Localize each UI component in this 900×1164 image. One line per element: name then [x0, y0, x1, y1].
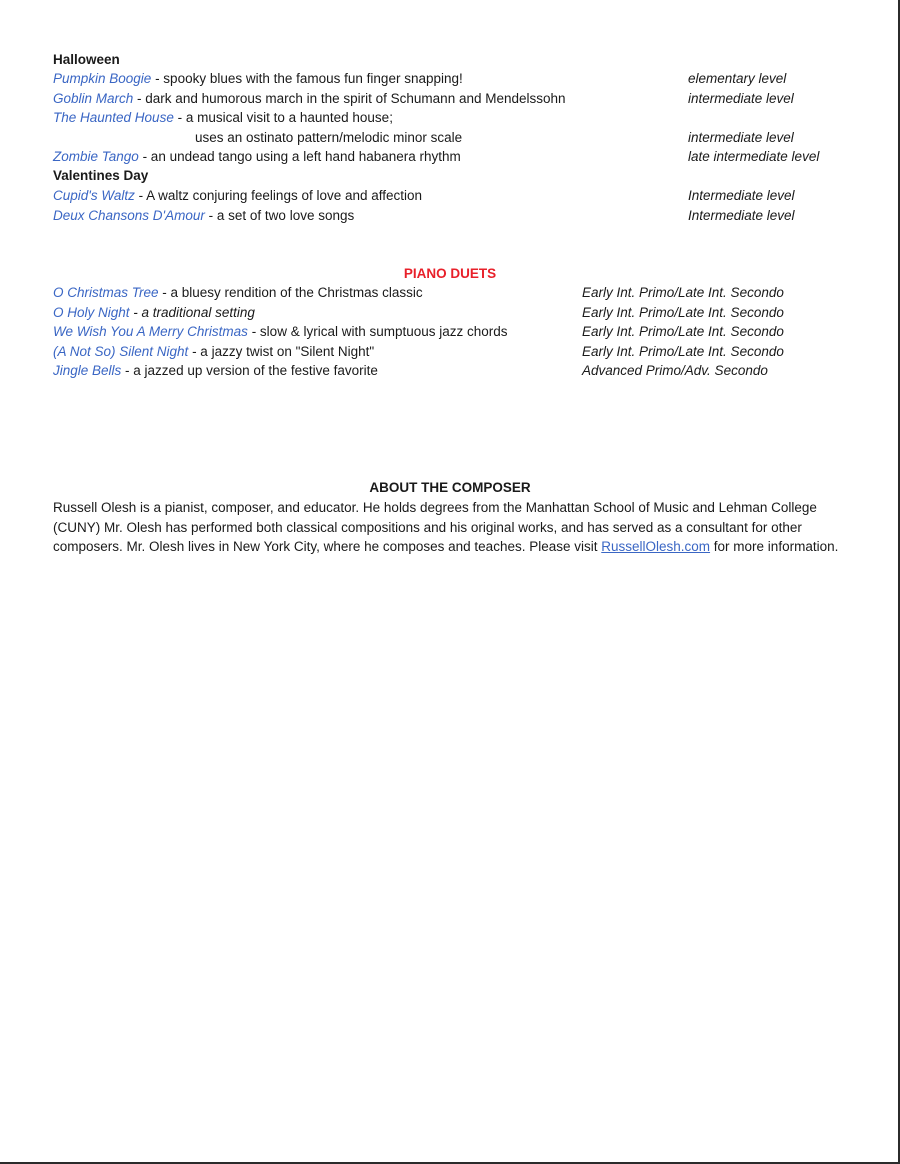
- website-link[interactable]: RussellOlesh.com: [601, 539, 711, 554]
- piece-title-link[interactable]: (A Not So) Silent Night: [53, 344, 189, 359]
- piece-description: - a set of two love songs: [204, 208, 355, 223]
- about-text: Russell Olesh is a pianist, composer, and educator. He holds degrees from the Manhattan School of Music and Lehman College (CUNY) Mr. Olesh has performed both classical compositions and his original works, and has served as a consultant for other composers. Mr. Olesh lives in New York City, where he composes and teaches. Please visit: [53, 500, 817, 554]
- piece-level: Early Int. Primo/Late Int. Secondo: [582, 344, 784, 359]
- piece-level: intermediate level: [688, 91, 794, 106]
- piece-title-link[interactable]: Jingle Bells: [53, 363, 122, 378]
- list-item: [53, 283, 423, 302]
- piece-title-link[interactable]: O Christmas Tree: [53, 285, 159, 300]
- piece-description: - spooky blues with the famous fun finger snapping!: [151, 71, 463, 86]
- list-item: [53, 147, 461, 166]
- list-item: [53, 89, 566, 108]
- list-item: [53, 303, 255, 322]
- piece-description-continuation: uses an ostinato pattern/melodic minor scale: [195, 130, 463, 145]
- piece-title-link[interactable]: O Holy Night: [53, 305, 130, 320]
- piece-level: late intermediate level: [688, 149, 820, 164]
- list-item: [53, 69, 463, 88]
- about-tail: for more information.: [710, 539, 839, 554]
- list-item: [53, 342, 374, 361]
- piece-level: Early Int. Primo/Late Int. Secondo: [582, 324, 784, 339]
- list-item: [53, 322, 508, 341]
- piece-description: - a musical visit to a haunted house;: [173, 110, 393, 125]
- piece-level: intermediate level: [688, 130, 794, 145]
- list-item: [53, 186, 422, 205]
- piece-level: Early Int. Primo/Late Int. Secondo: [582, 285, 784, 300]
- piece-level: elementary level: [688, 71, 787, 86]
- piece-description: - dark and humorous march in the spirit of Schumann and Mendelssohn: [133, 91, 566, 106]
- valentines-heading: Valentines Day: [53, 168, 149, 183]
- piece-level: Advanced Primo/Adv. Secondo: [582, 363, 768, 378]
- piece-description: - a bluesy rendition of the Christmas classic: [158, 285, 423, 300]
- piece-description: - an undead tango using a left hand habanera rhythm: [138, 149, 461, 164]
- piece-description: - a jazzy twist on "Silent Night": [188, 344, 375, 359]
- piece-level: Early Int. Primo/Late Int. Secondo: [582, 305, 784, 320]
- piece-title-link[interactable]: Zombie Tango: [53, 149, 139, 164]
- list-item: [53, 361, 378, 380]
- piece-level: Intermediate level: [688, 208, 795, 223]
- piece-title-link[interactable]: The Haunted House: [53, 110, 174, 125]
- about-paragraph: [53, 498, 843, 557]
- piece-title-link[interactable]: We Wish You A Merry Christmas: [53, 324, 248, 339]
- piece-title-link[interactable]: Deux Chansons D'Amour: [53, 208, 205, 223]
- piano-duets-heading: PIANO DUETS: [403, 266, 497, 281]
- piece-description: - A waltz conjuring feelings of love and affection: [134, 188, 423, 203]
- piece-description: - a traditional setting: [129, 305, 255, 320]
- piece-title-link[interactable]: Pumpkin Boogie: [53, 71, 152, 86]
- halloween-heading: Halloween: [53, 52, 120, 67]
- piece-title-link[interactable]: Goblin March: [53, 91, 134, 106]
- piece-description: - slow & lyrical with sumptuous jazz chords: [247, 324, 508, 339]
- piece-title-link[interactable]: Cupid's Waltz: [53, 188, 135, 203]
- piece-description: - a jazzed up version of the festive favorite: [121, 363, 378, 378]
- list-item: [53, 206, 354, 225]
- piece-level: Intermediate level: [688, 188, 795, 203]
- about-heading: ABOUT THE COMPOSER: [369, 480, 531, 495]
- list-item: [53, 108, 393, 127]
